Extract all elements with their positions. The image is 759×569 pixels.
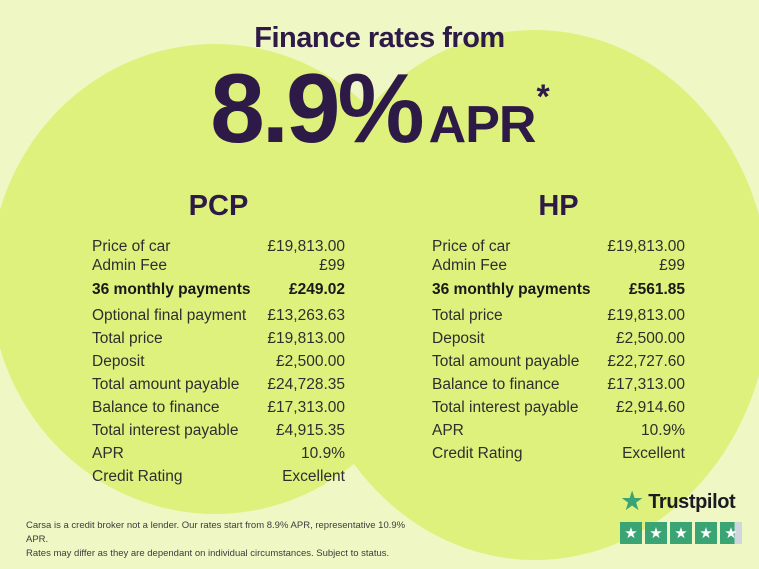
finance-row: [92, 278, 345, 302]
row-label: Price of car: [92, 238, 171, 256]
row-value: £249.02: [288, 281, 345, 298]
finance-row: [92, 373, 345, 396]
finance-row: [432, 419, 685, 442]
finance-row: [432, 350, 685, 373]
star-icon: ★: [624, 524, 638, 542]
star-icon: ★: [724, 524, 738, 542]
trustpilot-logo: [620, 488, 746, 516]
row-label: Credit Rating: [432, 444, 523, 462]
disclaimer-line-2: Rates may differ as they are dependant on individual circumstances. Subject to status.: [26, 548, 390, 559]
row-label: Total interest payable: [432, 398, 579, 416]
row-label: 36 monthly payments: [92, 281, 251, 298]
row-label: Balance to finance: [432, 375, 560, 393]
hp-column: [432, 190, 685, 465]
trustpilot-rating-star-2: [645, 522, 667, 544]
star-icon: ★: [674, 524, 688, 542]
page-title: Finance rates from: [254, 22, 505, 54]
row-value: £2,500.00: [616, 329, 685, 347]
finance-row: [92, 396, 345, 419]
row-value: 10.9%: [301, 444, 345, 462]
star-icon: ★: [699, 524, 713, 542]
finance-row: [432, 257, 685, 276]
row-value: £4,915.35: [276, 421, 345, 439]
row-label: Admin Fee: [432, 256, 507, 274]
row-label: Price of car: [432, 238, 511, 256]
row-value: £19,813.00: [607, 306, 685, 324]
row-value: 10.9%: [641, 421, 685, 439]
row-value: £17,313.00: [267, 398, 345, 416]
row-value: £561.85: [628, 281, 685, 298]
row-label: Total amount payable: [92, 375, 240, 393]
finance-row: [92, 442, 345, 465]
star-icon: ★: [649, 524, 663, 542]
trustpilot-rating-star-1: [620, 522, 642, 544]
finance-row: [92, 419, 345, 442]
trustpilot-rating-star-5: [720, 522, 742, 544]
trustpilot-badge: [620, 488, 746, 544]
pcp-heading: PCP: [188, 190, 249, 222]
finance-row: [92, 465, 345, 488]
trustpilot-rating-star-4: [695, 522, 717, 544]
rate-asterisk: *: [536, 78, 550, 116]
finance-row: [432, 238, 685, 257]
trustpilot-wordmark: Trustpilot: [648, 490, 736, 513]
disclaimer-line-1: Carsa is a credit broker not a lender. Our rates start from 8.9% APR, representative 10.9% APR.: [26, 520, 406, 545]
row-value: £22,727.60: [607, 352, 685, 370]
legal-disclaimer: [26, 519, 428, 561]
rate-apr-label: APR: [428, 96, 536, 154]
finance-row: [92, 304, 345, 327]
row-label: Admin Fee: [92, 256, 167, 274]
finance-row: [432, 442, 685, 465]
row-value: £99: [319, 256, 345, 274]
finance-row: [432, 304, 685, 327]
trustpilot-star-icon: ★: [620, 486, 645, 517]
finance-row: [432, 396, 685, 419]
row-label: APR: [92, 444, 124, 462]
row-label: Deposit: [92, 352, 145, 370]
hp-rows: [432, 238, 685, 465]
trustpilot-rating-stars: [620, 522, 746, 544]
row-label: Total price: [92, 329, 163, 347]
row-label: Total amount payable: [432, 352, 580, 370]
trustpilot-rating-star-3: [670, 522, 692, 544]
row-value: £2,500.00: [276, 352, 345, 370]
row-value: £99: [659, 256, 685, 274]
row-value: £24,728.35: [267, 375, 345, 393]
row-value: Excellent: [622, 444, 685, 462]
row-label: Credit Rating: [92, 467, 183, 485]
row-label: Deposit: [432, 329, 485, 347]
headline-rate: [0, 52, 759, 165]
row-value: £13,263.63: [267, 306, 345, 324]
row-value: £19,813.00: [267, 238, 345, 256]
hp-heading: HP: [538, 190, 579, 222]
row-value: £19,813.00: [607, 238, 685, 256]
pcp-column: [92, 190, 345, 488]
row-label: Optional final payment: [92, 306, 247, 324]
finance-row: [92, 350, 345, 373]
row-label: Balance to finance: [92, 398, 220, 416]
row-value: £19,813.00: [267, 329, 345, 347]
row-value: Excellent: [282, 467, 345, 485]
row-label: Total interest payable: [92, 421, 239, 439]
row-label: Total price: [432, 306, 503, 324]
finance-row: [432, 327, 685, 350]
row-value: £2,914.60: [616, 398, 685, 416]
rate-value: 8.9%: [210, 53, 422, 163]
finance-row: [432, 278, 685, 302]
row-label: APR: [432, 421, 464, 439]
row-value: £17,313.00: [607, 375, 685, 393]
finance-row: [92, 327, 345, 350]
pcp-rows: [92, 238, 345, 488]
finance-row: [92, 257, 345, 276]
finance-row: [432, 373, 685, 396]
row-label: 36 monthly payments: [432, 281, 591, 298]
finance-row: [92, 238, 345, 257]
